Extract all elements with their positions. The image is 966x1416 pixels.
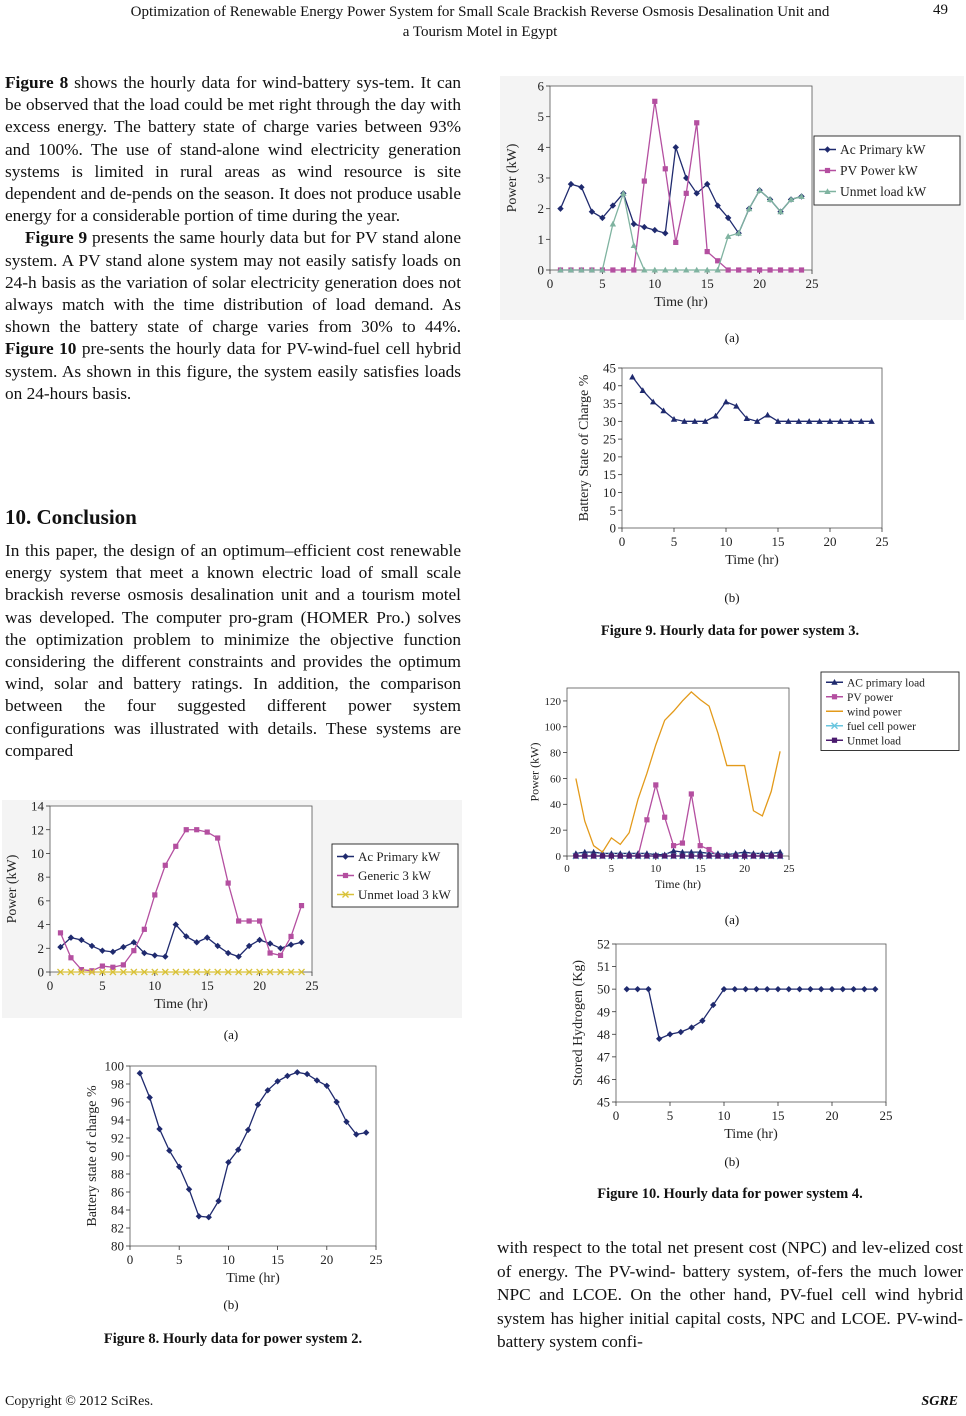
chart-fig9b: [570, 358, 900, 580]
x-tick-label: 25: [783, 863, 795, 875]
plot-area: [50, 806, 312, 972]
x-tick-label: 25: [875, 534, 889, 549]
legend: [821, 672, 959, 751]
x-tick-label: 20: [823, 534, 837, 549]
paragraph-fig8-text: shows the hourly data for wind-battery sys-tem. It can be observed that the load could be met right through the day with excess energy. The battery state of charge varies between 93% and 100%. The use of stand-alone wind electricity generation systems is limited in rural areas as wind resource is site dependent and de-pends on the season. It does not produce usable energy for a considerable portion of time during the year.: [5, 73, 462, 226]
subcaption-8a: (a): [223, 1027, 239, 1042]
y-tick-label: 25: [603, 431, 616, 447]
x-tick-label: 15: [771, 534, 785, 549]
data-point: [642, 178, 647, 183]
y-tick-label: 6: [37, 893, 44, 909]
data-point: [644, 817, 649, 822]
subcaption-9b: (b): [724, 590, 740, 605]
data-point: [769, 853, 774, 858]
x-tick-label: 5: [670, 534, 678, 549]
data-point: [278, 953, 283, 958]
data-point: [684, 191, 689, 196]
subcaption-10a: (a): [724, 912, 740, 927]
y-tick-label: 88: [111, 1166, 124, 1182]
y-tick-label: 0: [609, 520, 616, 536]
data-point: [767, 267, 772, 272]
page-number: 49: [933, 2, 948, 18]
data-point: [215, 835, 220, 840]
paragraph-fig9: [5, 227, 461, 405]
data-point: [698, 853, 703, 858]
data-point: [694, 120, 699, 125]
x-tick-label: 10: [719, 534, 733, 549]
data-point: [662, 853, 667, 858]
legend-label: Unmet load kW: [840, 184, 927, 200]
plot-area: [567, 688, 789, 856]
y-tick-label: 0: [37, 964, 44, 980]
y-axis-label: Stored Hydrogen (Kg): [571, 960, 587, 1086]
y-tick-label: 45: [603, 360, 616, 376]
y-tick-label: 15: [603, 467, 616, 483]
legend: [332, 844, 458, 907]
plot-area: [550, 86, 812, 270]
data-point: [733, 853, 738, 858]
data-point: [698, 843, 703, 848]
data-point: [671, 853, 676, 858]
data-point: [631, 267, 636, 272]
chart-fig9a: [500, 76, 964, 320]
data-point: [121, 962, 126, 967]
y-axis-label: Power (kW): [5, 854, 21, 924]
x-axis-label: Time (hr): [725, 553, 779, 568]
data-point: [747, 267, 752, 272]
legend-label: PV power: [847, 691, 894, 704]
x-tick-label: 20: [253, 978, 267, 993]
data-point: [618, 853, 623, 858]
paragraph-fig9-text-2: pre-sents the hourly data for PV-wind-fuel cell hybrid system. As shown in this figure, the system easily satisfies loads on 24-hours basis.: [5, 339, 461, 403]
y-tick-label: 48: [597, 1026, 610, 1042]
figure-8b: [72, 1058, 390, 1290]
data-point: [163, 863, 168, 868]
data-point: [663, 166, 668, 171]
y-tick-label: 90: [111, 1148, 124, 1164]
y-tick-label: 4: [537, 139, 544, 155]
data-point: [788, 267, 793, 272]
legend-marker: [343, 873, 348, 878]
y-axis-label: Battery state of charge %: [85, 1085, 101, 1227]
header-line-1: Optimization of Renewable Energy Power System for Small Scale Brackish Reverse Osmosis Desalination Unit and: [130, 4, 830, 20]
y-tick-label: 45: [597, 1094, 610, 1110]
plot-area: [622, 368, 882, 528]
figure-9a: [500, 76, 964, 320]
legend-label: Unmet load: [847, 735, 901, 748]
x-tick-label: 0: [618, 534, 626, 549]
y-tick-label: 4: [37, 917, 44, 933]
y-tick-label: 3: [537, 170, 544, 186]
chart-fig10a: [497, 668, 963, 902]
y-tick-label: 14: [31, 800, 44, 814]
footer-journal: SGRE: [921, 1394, 958, 1409]
y-tick-label: 30: [603, 413, 616, 429]
x-tick-label: 0: [126, 1252, 134, 1267]
figure-10b: [566, 936, 900, 1148]
y-tick-label: 2: [37, 940, 44, 956]
legend-label: Ac Primary kW: [840, 142, 926, 158]
y-tick-label: 8: [37, 869, 44, 885]
y-tick-label: 84: [111, 1202, 124, 1218]
y-tick-label: 12: [31, 822, 44, 838]
x-tick-label: 20: [739, 863, 751, 875]
data-point: [627, 853, 632, 858]
data-point: [288, 934, 293, 939]
data-point: [653, 853, 658, 858]
x-tick-label: 25: [879, 1108, 893, 1123]
data-point: [205, 829, 210, 834]
data-point: [267, 950, 272, 955]
legend-label: fuel cell power: [847, 720, 916, 733]
data-point: [671, 843, 676, 848]
legend-label: Ac Primary kW: [358, 849, 441, 865]
plot-area: [616, 944, 886, 1102]
x-tick-label: 5: [608, 863, 615, 875]
figure-8a: [2, 800, 462, 1018]
x-tick-label: 10: [650, 863, 662, 875]
y-axis-label: Power (kW): [527, 742, 542, 802]
x-tick-label: 15: [771, 1108, 785, 1123]
subcaption-9a: (a): [724, 330, 740, 345]
data-point: [600, 853, 605, 858]
y-tick-label: 49: [597, 1004, 610, 1020]
data-point: [68, 955, 73, 960]
x-axis-label: Time (hr): [226, 1271, 280, 1286]
x-tick-label: 10: [648, 276, 662, 291]
y-tick-label: 82: [111, 1220, 124, 1236]
data-point: [706, 847, 711, 852]
x-tick-label: 25: [805, 276, 819, 291]
data-point: [226, 880, 231, 885]
ref-figure-9: Figure 9: [25, 228, 88, 248]
data-point: [705, 249, 710, 254]
x-axis-label: Time (hr): [724, 1127, 778, 1142]
chart-fig8b: [72, 1058, 390, 1290]
y-tick-label: 86: [111, 1184, 124, 1200]
paragraph-conclusion: In this paper, the design of an optimum–efficient cost renewable energy system that meet a known electric load of small scale brackish reverse osmosis desalination unit and a tourism motel was developed. The computer pro-gram (HOMER Pro.) solves the optimization problem to minimize the objective function considering the different constraints and provides the optimum wind, solar and battery ratings. In addition, the comparison between the four suggested different power system configurations was illustrated with details. These systems are compared: [5, 541, 461, 760]
y-tick-label: 1: [537, 231, 544, 247]
data-point: [609, 853, 614, 858]
y-tick-label: 80: [550, 747, 561, 760]
data-point: [653, 782, 658, 787]
data-point: [131, 948, 136, 953]
x-tick-label: 10: [148, 978, 162, 993]
data-point: [644, 853, 649, 858]
chart-fig10b: [566, 936, 900, 1148]
legend-label: Unmet load 3 kW: [358, 887, 451, 903]
x-tick-label: 0: [564, 863, 570, 875]
caption-figure-10: Figure 10. Hourly data for power system 4.: [597, 1186, 863, 1202]
y-tick-label: 100: [544, 721, 561, 734]
legend-marker: [832, 694, 837, 699]
x-tick-label: 10: [221, 1252, 235, 1267]
caption-figure-8: Figure 8. Hourly data for power system 2.: [103, 1331, 363, 1347]
data-point: [662, 815, 667, 820]
data-point: [635, 853, 640, 858]
data-point: [751, 853, 756, 858]
data-point: [799, 267, 804, 272]
x-tick-label: 20: [825, 1108, 839, 1123]
data-point: [778, 853, 783, 858]
y-tick-label: 47: [597, 1049, 610, 1065]
data-point: [726, 267, 731, 272]
x-axis-label: Time (hr): [655, 877, 701, 891]
y-axis-label: Power (kW): [505, 143, 521, 213]
y-tick-label: 35: [603, 396, 616, 412]
ref-figure-8: Figure 8: [5, 73, 69, 92]
data-point: [152, 892, 157, 897]
legend: [814, 136, 960, 205]
data-point: [736, 267, 741, 272]
x-tick-label: 5: [175, 1252, 183, 1267]
data-point: [652, 99, 657, 104]
y-tick-label: 46: [597, 1071, 610, 1087]
x-tick-label: 15: [271, 1252, 285, 1267]
y-tick-label: 52: [597, 936, 610, 952]
data-point: [742, 853, 747, 858]
y-tick-label: 2: [537, 201, 544, 217]
data-point: [724, 853, 729, 858]
subcaption-10b: (b): [724, 1154, 740, 1169]
y-tick-label: 10: [31, 845, 44, 861]
y-tick-label: 0: [537, 262, 544, 278]
y-tick-label: 98: [111, 1076, 124, 1092]
x-axis-label: Time (hr): [654, 295, 708, 310]
running-header: [40, 2, 920, 42]
y-tick-label: 50: [597, 981, 610, 997]
y-tick-label: 40: [550, 799, 561, 812]
data-point: [760, 853, 765, 858]
legend-marker: [832, 738, 837, 743]
legend-label: Generic 3 kW: [358, 868, 431, 884]
data-point: [299, 903, 304, 908]
data-point: [58, 930, 63, 935]
x-tick-label: 0: [46, 978, 54, 993]
x-tick-label: 20: [753, 276, 767, 291]
data-point: [673, 240, 678, 245]
caption-figure-9: Figure 9. Hourly data for power system 3.: [600, 623, 860, 639]
data-point: [110, 965, 115, 970]
legend-marker: [825, 168, 830, 173]
data-point: [689, 853, 694, 858]
figure-10a: [497, 668, 963, 902]
x-tick-label: 5: [666, 1108, 674, 1123]
y-tick-label: 40: [603, 378, 616, 394]
x-tick-label: 0: [612, 1108, 620, 1123]
y-tick-label: 96: [111, 1094, 124, 1110]
data-point: [184, 827, 189, 832]
subcaption-8b: (b): [223, 1297, 239, 1312]
paragraph-fig8: [5, 72, 461, 227]
x-tick-label: 15: [694, 863, 706, 875]
x-tick-label: 5: [599, 276, 606, 291]
section-title-conclusion: 10. Conclusion: [5, 505, 137, 529]
x-axis-label: Time (hr): [154, 997, 208, 1012]
data-point: [100, 963, 105, 968]
chart-fig8a: [2, 800, 462, 1018]
x-tick-label: 25: [305, 978, 319, 993]
data-point: [610, 267, 615, 272]
data-point: [236, 918, 241, 923]
y-tick-label: 20: [550, 825, 561, 838]
y-axis-label: Battery State of Charge %: [577, 374, 593, 522]
data-point: [680, 840, 685, 845]
y-tick-label: 92: [111, 1130, 124, 1146]
data-point: [680, 853, 685, 858]
y-tick-label: 5: [537, 109, 544, 125]
y-tick-label: 80: [111, 1238, 124, 1254]
x-tick-label: 25: [369, 1252, 383, 1267]
data-point: [142, 927, 147, 932]
y-tick-label: 51: [597, 959, 610, 975]
data-point: [173, 844, 178, 849]
y-tick-label: 10: [603, 484, 616, 500]
data-point: [247, 918, 252, 923]
paragraph-comparison: with respect to the total net present cost (NPC) and lev-elized cost of energy. The PV-wind- battery system, of-fers the much lower NPC and LCOE. On the other hand, PV-fuel cell wind hybrid system has higher initial capital costs, NPC and LCOE. PV-wind-battery system confi-: [497, 1238, 963, 1351]
legend-label: wind power: [847, 706, 902, 719]
x-tick-label: 20: [320, 1252, 334, 1267]
y-tick-label: 20: [603, 449, 616, 465]
ref-figure-10: Figure 10: [5, 339, 77, 359]
legend-label: PV Power kW: [840, 163, 918, 179]
data-point: [778, 267, 783, 272]
data-point: [715, 853, 720, 858]
left-column-text: [5, 72, 461, 405]
figure-9b: [570, 358, 900, 580]
data-point: [257, 918, 262, 923]
paragraph-fig9-text-1: presents the same hourly data but for PV stand alone system. A PV stand alone system may not easily satisfy loads on 24-h basis as the variation of solar electricity generation does not always match with the time distribution of load demand. As shown the battery state of charge varies from 30% to 44%.: [5, 228, 461, 337]
data-point: [582, 853, 587, 858]
footer-copyright: Copyright © 2012 SciRes.: [5, 1394, 154, 1409]
data-point: [757, 267, 762, 272]
conclusion-text: [5, 540, 461, 762]
x-tick-label: 5: [99, 978, 106, 993]
data-point: [706, 853, 711, 858]
legend-label: AC primary load: [847, 677, 925, 690]
plot-area: [130, 1066, 376, 1246]
y-tick-label: 0: [555, 850, 561, 863]
x-tick-label: 0: [546, 276, 554, 291]
x-tick-label: 15: [700, 276, 714, 291]
x-tick-label: 15: [200, 978, 214, 993]
y-tick-label: 100: [104, 1058, 124, 1074]
x-tick-label: 10: [717, 1108, 731, 1123]
data-point: [689, 791, 694, 796]
y-tick-label: 60: [550, 773, 561, 786]
data-point: [591, 853, 596, 858]
data-point: [621, 267, 626, 272]
data-point: [194, 827, 199, 832]
y-tick-label: 120: [544, 695, 561, 708]
y-tick-label: 6: [537, 78, 544, 94]
y-tick-label: 94: [111, 1112, 124, 1128]
right-column-text: [497, 1236, 963, 1354]
header-line-2: a Tourism Motel in Egypt: [402, 24, 558, 40]
y-tick-label: 5: [609, 502, 616, 518]
data-point: [573, 853, 578, 858]
